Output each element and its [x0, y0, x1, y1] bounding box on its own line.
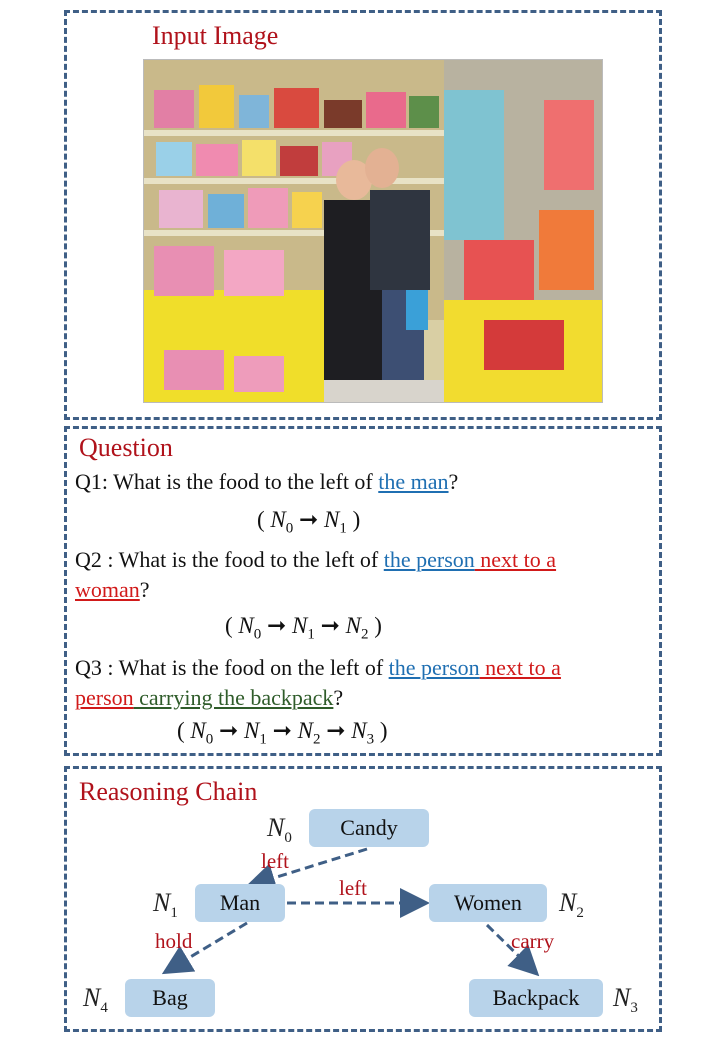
node-women: Women [429, 884, 547, 922]
n4-label: $N_4$ [83, 983, 108, 1017]
n1-label: $N_1$ [153, 888, 178, 922]
q2-relation: next to a [474, 547, 557, 572]
q1-prefix: Q1: What is the food to the left of [75, 469, 379, 494]
edge-label-left-1: left [261, 849, 289, 873]
input-image-panel [64, 10, 662, 420]
q2-chain: ( $N_0$ ➞ $N_1$ ➞ $N_2$ ) [225, 613, 382, 643]
q3-prefix: Q3 : What is the food on the left of [75, 655, 389, 680]
n2-label: $N_2$ [559, 888, 584, 922]
q2-suffix: ? [139, 577, 150, 602]
node-candy: Candy [309, 809, 429, 847]
reasoning-chain-title: Reasoning Chain [79, 777, 258, 806]
q1-suffix: ? [448, 469, 459, 494]
q3-chain: ( $N_0$ ➞ $N_1$ ➞ $N_2$ ➞ $N_3$ ) [177, 718, 388, 748]
edge-label-carry: carry [511, 929, 555, 953]
input-image-title: Input Image [152, 21, 279, 50]
node-backpack: Backpack [469, 979, 603, 1017]
photo-illustration [144, 60, 602, 402]
question-panel [64, 426, 662, 756]
q1-subject: the man [378, 469, 449, 494]
q3-suffix: ? [333, 685, 344, 710]
q2-prefix: Q2 : What is the food to the left of [75, 547, 384, 572]
q2-subject: the person [383, 547, 475, 572]
edge-label-hold: hold [155, 929, 193, 953]
question-title: Question [79, 433, 173, 462]
q1-chain: ( $N_0$ ➞ $N_1$ ) [257, 507, 361, 537]
question-2 [75, 545, 660, 605]
node-bag: Bag [125, 979, 215, 1017]
q3-object: person [75, 685, 134, 710]
n0-label: $N_0$ [267, 813, 292, 847]
question-1 [75, 467, 458, 497]
q3-relation: next to a [479, 655, 561, 680]
n3-label: $N_3$ [613, 983, 638, 1017]
candy-shop-photo [143, 59, 603, 403]
edge-label-left-2: left [339, 876, 367, 900]
q3-subject: the person [388, 655, 480, 680]
node-man: Man [195, 884, 285, 922]
reasoning-chain-panel [64, 766, 662, 1032]
q3-attribute: carrying the backpack [133, 685, 334, 710]
q2-object: woman [75, 577, 140, 602]
question-3 [75, 653, 660, 713]
